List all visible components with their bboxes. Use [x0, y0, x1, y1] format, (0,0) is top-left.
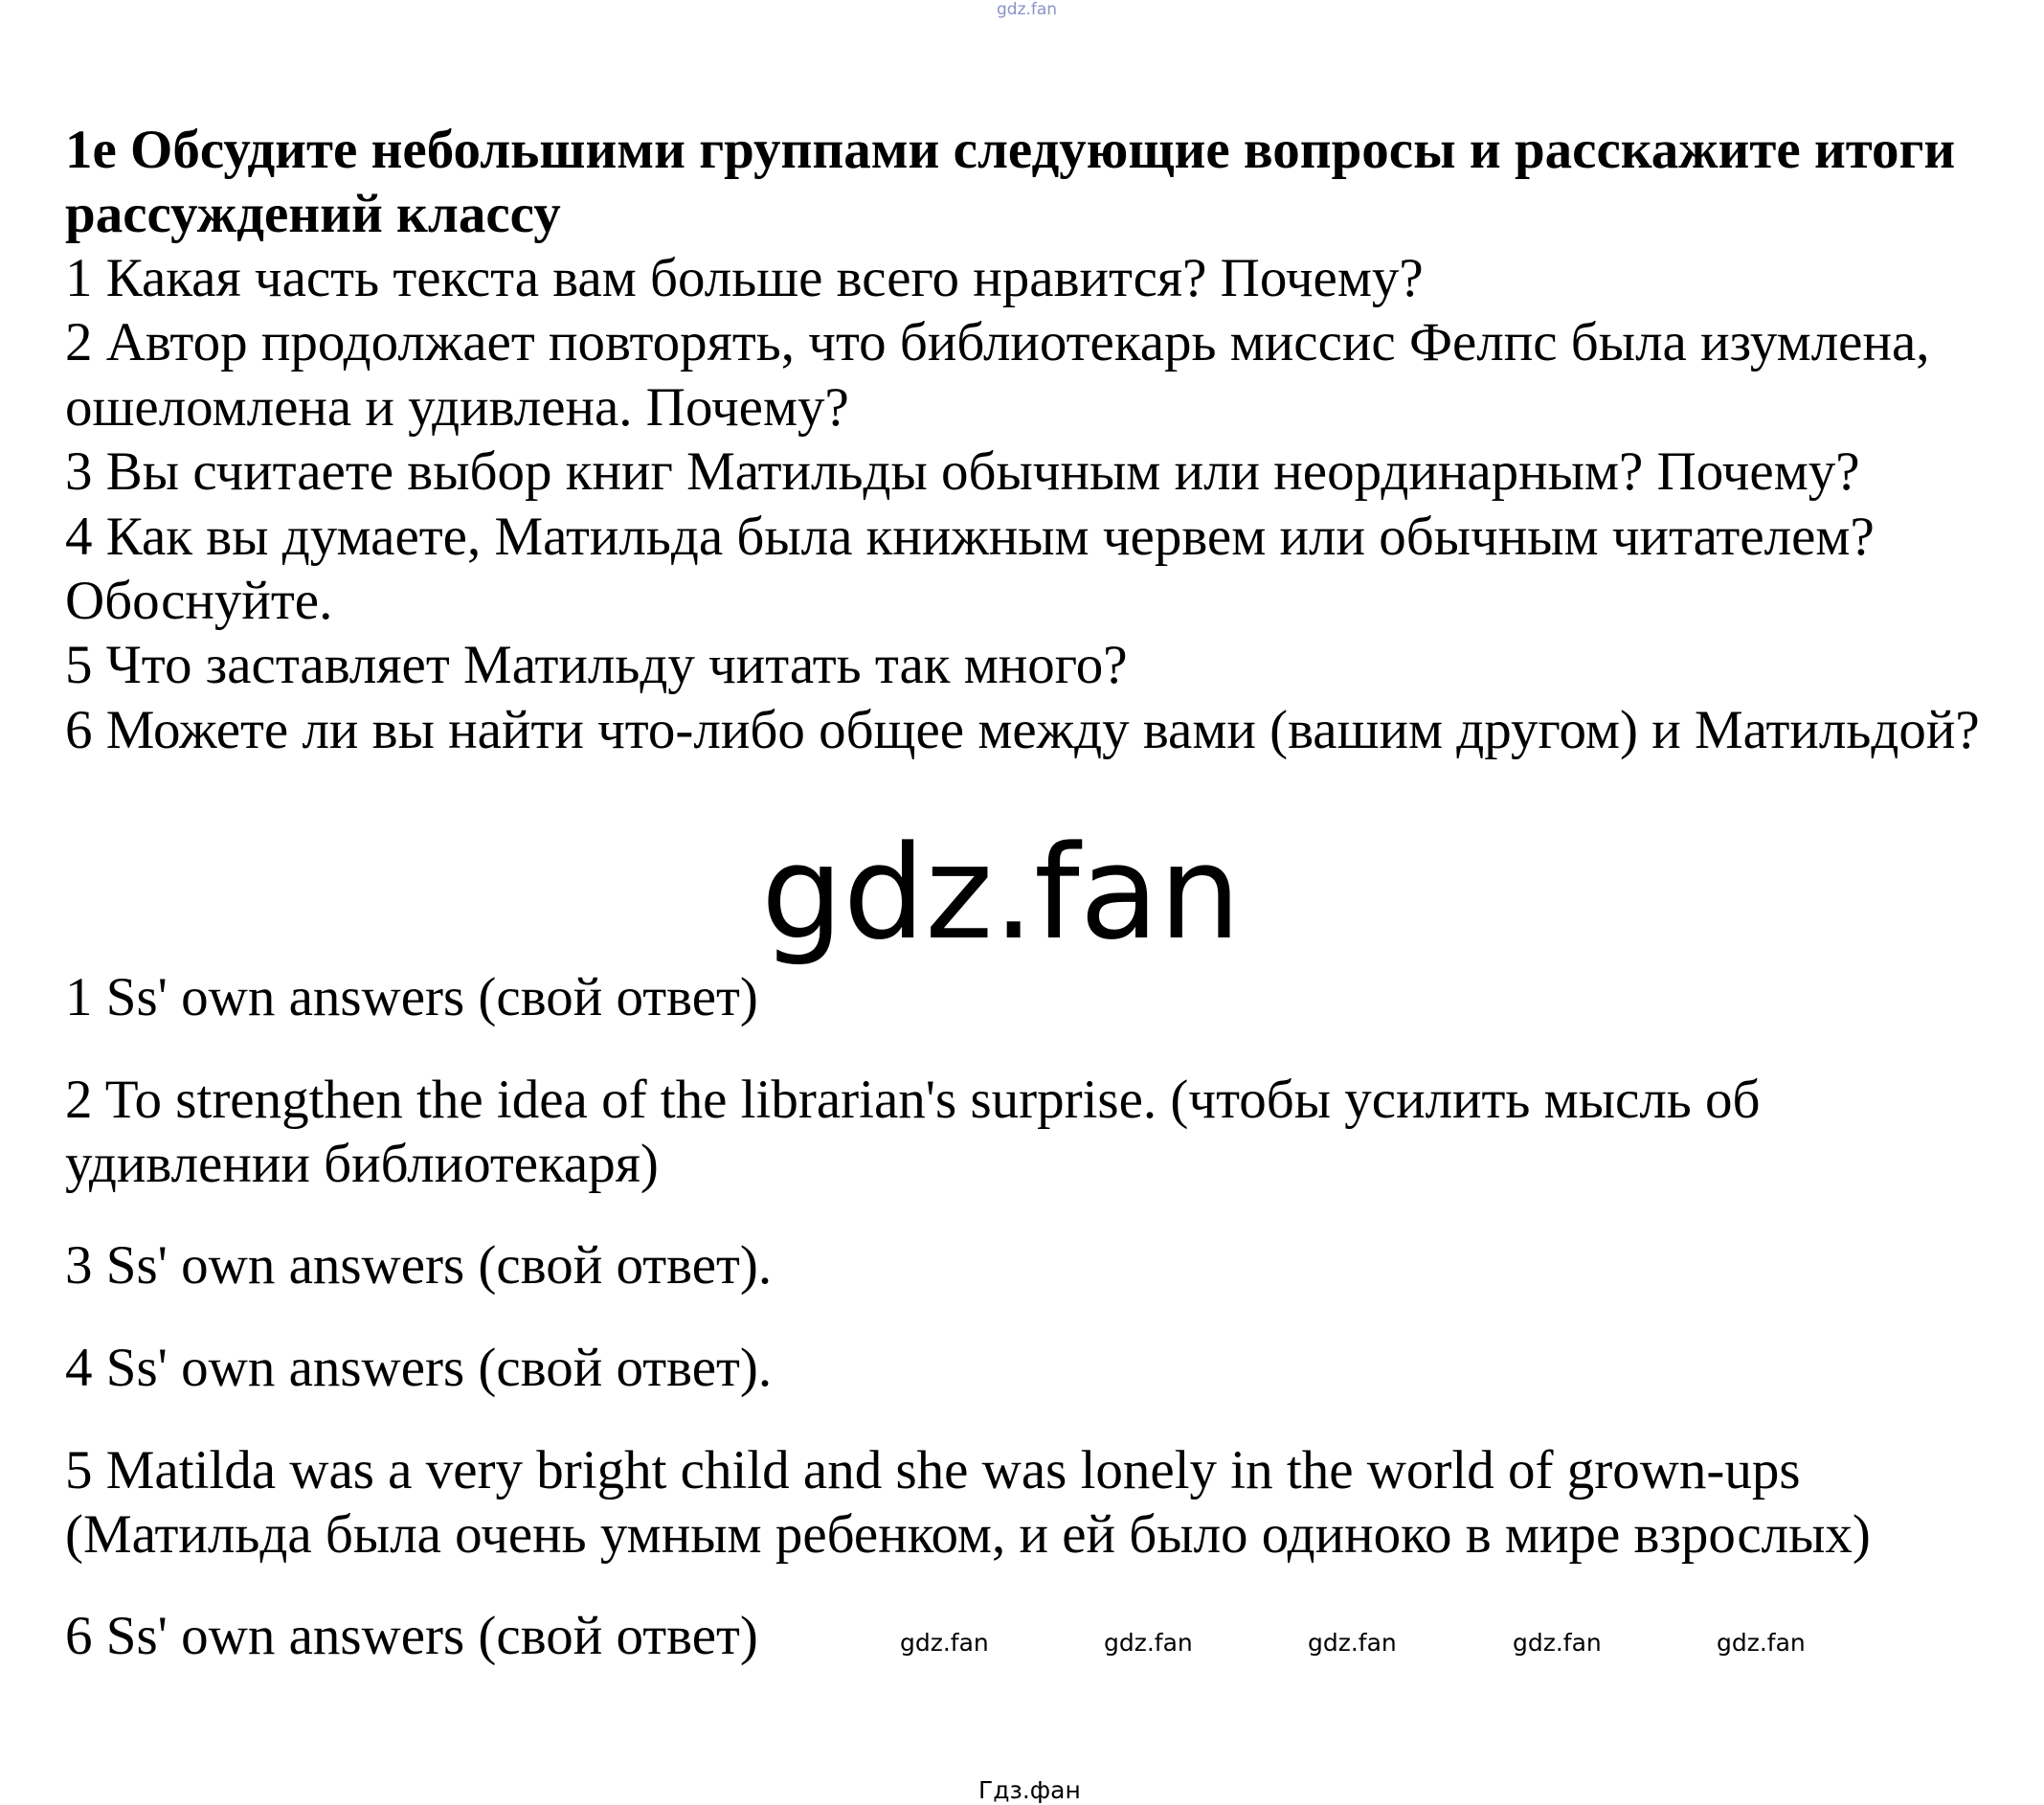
answer-item: 4 Ss' own answers (свой ответ).	[65, 1338, 773, 1398]
answer-item: 2 To strengthen the idea of the librarian's surprise. (чтобы усилить мысль об удивлении библиотекаря)	[65, 1070, 1761, 1194]
question-item: 2 Автор продолжает повторять, что библиотекарь миссис Фелпс была изумлена, ошеломлена и удивлена. Почему?	[65, 312, 1930, 438]
small-watermark: gdz.fan	[1513, 1629, 1602, 1657]
answer-item: 5 Matilda was a very bright child and she was lonely in the world of grown-ups (Матильда была очень умным ребенком, и ей было одиноко в мире взрослых)	[65, 1440, 1871, 1565]
small-watermark: gdz.fan	[900, 1629, 989, 1657]
big-watermark: gdz.fan	[761, 818, 1241, 968]
question-item: 4 Как вы думаете, Матильда была книжным червем или обычным читателем? Обоснуйте.	[65, 506, 1875, 632]
question-item: 3 Вы считаете выбор книг Матильды обычным или неординарным? Почему?	[65, 441, 1860, 503]
small-watermark: gdz.fan	[1308, 1629, 1397, 1657]
footer-watermark: Гдз.фан	[978, 1776, 1081, 1804]
question-item: 1 Какая часть текста вам больше всего нравится? Почему?	[65, 248, 1424, 308]
answer-item: 1 Ss' own answers (свой ответ)	[65, 967, 758, 1027]
question-item: 5 Что заставляет Матильду читать так много?	[65, 635, 1128, 696]
answer-item: 3 Ss' own answers (свой ответ).	[65, 1235, 773, 1296]
small-watermark: gdz.fan	[1104, 1629, 1193, 1657]
top-watermark: gdz.fan	[997, 0, 1058, 19]
question-item: 6 Можете ли вы найти что-либо общее между вами (вашим другом) и Матильдой?	[65, 699, 1980, 760]
task-heading: 1e Обсудите небольшими группами следующие вопросы и расскажите итоги рассуждений классу	[65, 120, 1956, 244]
answer-item: 6 Ss' own answers (свой ответ)	[65, 1606, 758, 1666]
small-watermark: gdz.fan	[1717, 1629, 1806, 1657]
question-list	[65, 246, 2009, 762]
